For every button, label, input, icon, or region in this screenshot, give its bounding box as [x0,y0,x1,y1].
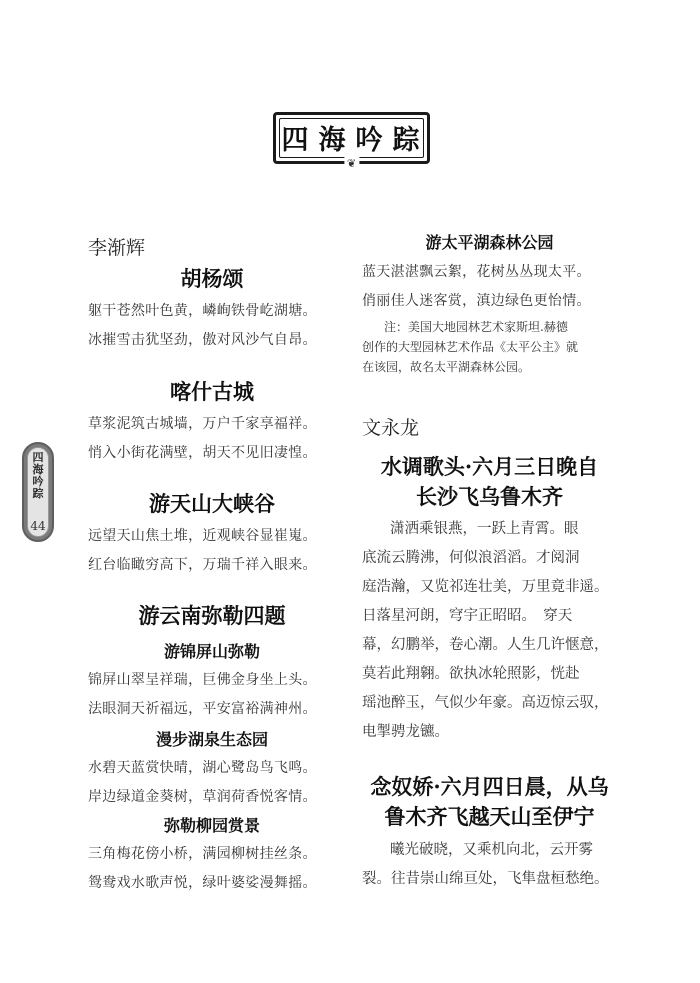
ci-line: 电掣骋龙镳。 [362,724,449,740]
poem-line: 躯干苍然叶色黄，嶙峋铁骨屹湖塘。 [88,303,317,319]
poem-line: 锦屏山翠呈祥瑞，巨佛金身坐上头。 [88,672,317,688]
ci-line: 曦光破晓，又乘机向北，云开雾 [390,842,593,858]
side-tab-char: 四 [32,451,44,464]
poem-note: 创作的大型园林艺术作品《太平公主》就 [362,340,579,354]
poem-line: 鸳鸯戏水歌声悦，绿叶婆娑漫舞摇。 [88,875,317,891]
poem-note: 在该园，故名太平湖森林公园。 [362,360,531,374]
side-tab-char: 吟 [32,475,44,488]
ci-title: 鲁木齐飞越天山至伊宁 [384,804,595,829]
poem-line: 岸边绿道金葵树，草润荷香悦客情。 [88,789,317,805]
author-name: 文永龙 [362,417,420,439]
poem-line: 水碧天蓝赏快晴，湖心鹭岛鸟飞鸣。 [88,760,317,776]
ci-line: 幕，幻鹏举，卷心潮。人生几许惬意， [362,637,609,653]
ci-line: 潇洒乘银燕，一跃上青霄。眼 [390,521,579,537]
poem-subtitle: 游锦屏山弥勒 [163,642,260,661]
poem-note: 注：美国大地园林艺术家斯坦.赫德 [384,320,568,334]
poem-line: 冰摧雪击犹坚劲，傲对风沙气自昂。 [88,332,317,348]
poem-line: 悄入小街花满壁，胡天不见旧凄惶。 [88,445,317,461]
poem-line: 草浆泥筑古城墙，万户千家享福祥。 [88,416,317,432]
side-tab [22,442,54,542]
ci-line: 裂。往昔崇山绵亘处，飞隼盘桓愁绝。 [362,871,609,887]
poem-line: 俏丽佳人迷客赏，滇边绿色更怡情。 [362,293,591,309]
page-number: 44 [30,519,46,533]
poem-line: 法眼洞天祈福远，平安富裕满神州。 [88,701,317,717]
side-tab-char: 踪 [32,487,44,500]
author-name: 李渐辉 [88,237,146,259]
poem-line: 远望天山焦土堆，近观峡谷显崔嵬。 [88,528,317,544]
poem-title: 游天山大峡谷 [149,491,275,516]
ci-title: 长沙飞乌鲁木齐 [416,484,563,509]
ci-title: 水调歌头·六月三日晚自 [380,454,599,479]
ci-title: 念奴娇·六月四日晨，从乌 [370,774,609,799]
poem-subtitle: 漫步湖泉生态园 [155,730,268,749]
ci-line: 庭浩瀚，又览祁连壮美，万里竟非遥。 [362,579,609,595]
ci-line: 莫若此翔翱。欲执冰轮照影，恍赴 [362,666,580,682]
side-tab-label [24,452,52,500]
poem-title: 喀什古城 [170,379,254,404]
ci-line: 瑶池醉玉，气似少年豪。高迈惊云驭， [362,695,609,711]
poem-title: 游太平湖森林公园 [425,233,554,252]
section-title-box [273,112,430,170]
page-title: 四海吟踪 [281,124,430,156]
poem-subtitle: 弥勒柳园赏景 [163,816,260,835]
poem-line: 红台临瞰穷高下，万瑞千祥入眼来。 [88,557,317,573]
poem-group-title: 游云南弥勒四题 [138,603,286,628]
poem-line: 蓝天湛湛飘云絮，花树丛丛现太平。 [362,264,591,280]
poem-title: 胡杨颂 [180,266,244,291]
title-ornament-icon: ❦ [344,157,359,171]
ci-line: 底流云腾沸，何似浪滔滔。才阅洞 [362,550,580,566]
side-tab-char: 海 [32,463,44,476]
ci-line: 日落星河朗，穹宇正昭昭。 穿天 [362,608,573,624]
poem-line: 三角梅花傍小桥，满园柳树挂丝条。 [88,846,317,862]
